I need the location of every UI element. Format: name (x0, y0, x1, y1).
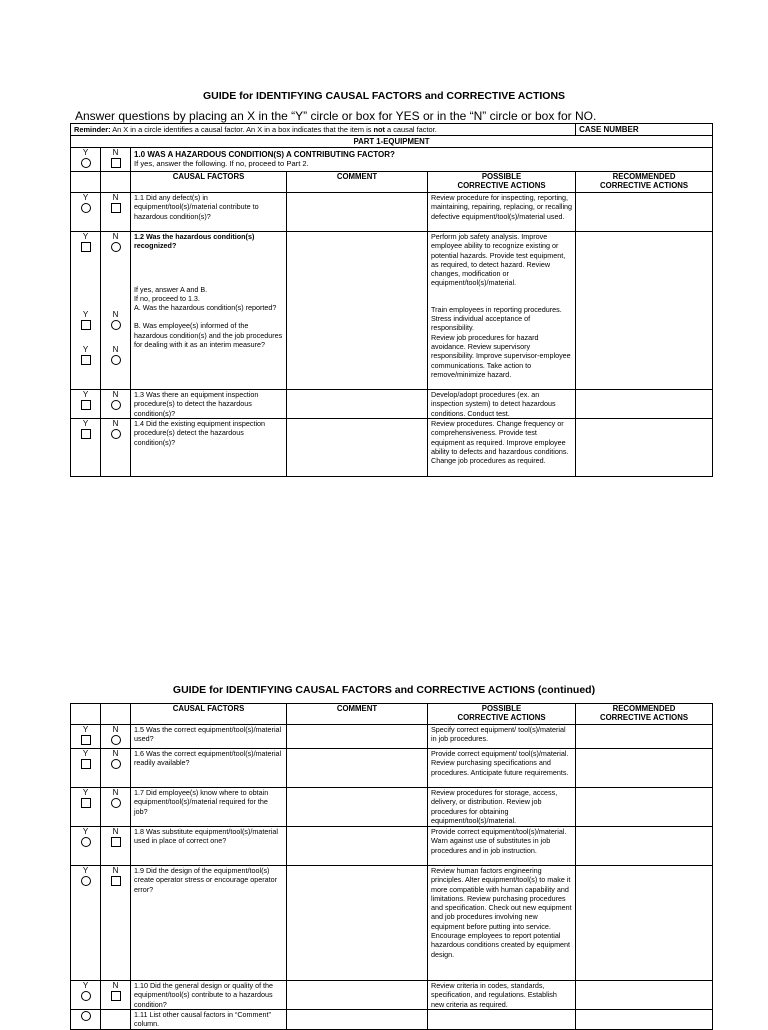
header-causal-factors: CAUSAL FACTORS (131, 704, 287, 725)
q110-text: 1.10 Did the general design or quality of the equipment/tool(s) contribute to a hazardous condition? (131, 981, 287, 1010)
no-circle[interactable] (111, 798, 121, 808)
yes-circle[interactable] (81, 991, 91, 1001)
recommended-cell[interactable] (576, 788, 713, 827)
comment-cell[interactable] (287, 749, 428, 788)
no-circle[interactable] (111, 242, 121, 252)
q12-note-2: If no, proceed to 1.3. (134, 293, 200, 303)
recommended-cell[interactable] (576, 981, 713, 1010)
comment-cell[interactable] (287, 1010, 428, 1030)
no-circle[interactable] (111, 759, 121, 769)
q19-text: 1.9 Did the design of the equipment/tool(s) create operator stress or encourage operator error? (131, 866, 287, 981)
q12-action: Perform job safety analysis. Improve employee ability to recognize existing or potential hazards. Provide test equipment, as required, to detect hazard. Review changes, modification or equipment/tool(s)/material. (431, 232, 566, 288)
no-circle[interactable] (111, 320, 121, 330)
no-circle[interactable] (111, 735, 121, 745)
part-title: PART 1-EQUIPMENT (71, 136, 713, 148)
q12b-text: B. Was employee(s) informed of the hazardous condition(s) and the job procedures for dealing with it as an interim measure? (134, 321, 283, 350)
q14-text: 1.4 Did the existing equipment inspection procedure(s) detect the hazardous condition(s)? (131, 419, 287, 477)
header-comment: COMMENT (287, 704, 428, 725)
yes-circle[interactable] (81, 203, 91, 213)
q13-text: 1.3 Was there an equipment inspection procedure(s) to detect the hazardous condition(s)? (131, 390, 287, 419)
yes-box[interactable] (81, 355, 91, 365)
q15-text: 1.5 Was the correct equipment/tool(s)/material used? (131, 725, 287, 749)
page-title: GUIDE for IDENTIFYING CAUSAL FACTORS and CORRECTIVE ACTIONS (202, 90, 566, 102)
q16-action: Provide correct equipment/ tool(s)/material. Review purchasing specifications and procedures. Anticipate future requirements. (428, 749, 576, 788)
no-circle[interactable] (111, 400, 121, 410)
q12a-text: A. Was the hazardous condition(s) reported? (134, 303, 277, 313)
comment-cell[interactable] (287, 725, 428, 749)
page2-title: GUIDE for IDENTIFYING CAUSAL FACTORS and CORRECTIVE ACTIONS (continued) (172, 684, 596, 696)
recommended-cell[interactable] (576, 419, 713, 477)
q11-text: 1.1 Did any defect(s) in equipment/tool(s)/material contribute to hazardous condition(s)? (131, 193, 287, 232)
no-circle[interactable] (111, 355, 121, 365)
q111-text: 1.11 List other causal factors in “Comment” column. (131, 1010, 287, 1030)
yes-box[interactable] (81, 429, 91, 439)
q17-text: 1.7 Did employee(s) know where to obtain equipment/tool(s)/material required for the job? (131, 788, 287, 827)
comment-cell[interactable] (287, 419, 428, 477)
yes-box[interactable] (81, 400, 91, 410)
yes-box[interactable] (81, 320, 91, 330)
q12-text: 1.2 Was the hazardous condition(s) recognized? (134, 232, 255, 251)
q110-action: Review criteria in codes, standards, specification, and regulations. Establish new criteria as required. (428, 981, 576, 1010)
comment-cell[interactable] (287, 193, 428, 232)
no-box[interactable] (111, 837, 121, 847)
comment-cell[interactable] (287, 866, 428, 981)
no-circle[interactable] (111, 429, 121, 439)
recommended-cell[interactable] (576, 1010, 713, 1030)
yes-box[interactable] (81, 735, 91, 745)
q10-title: 1.0 WAS A HAZARDOUS CONDITION(S) A CONTRIBUTING FACTOR? (134, 150, 395, 159)
reminder: Reminder: An X in a circle identifies a causal factor. An X in a box indicates that the item is not a causal factor. (71, 124, 576, 136)
q18-action: Provide correct equipment/tool(s)/material. Warn against use of substitutes in job procedures and in job instruction. (428, 827, 576, 866)
yes-box[interactable] (81, 798, 91, 808)
part1-table: Reminder: An X in a circle identifies a causal factor. An X in a box indicates that the item is not a causal factor. CASE NUMBER PART 1-EQUIPMENT Y N 1.0 WAS A HAZARDOUS CONDITION(S) A CONTRIBUTING FACTOR? If yes, answer the following. If no, proceed to Part 2. CAUSAL FACTORS COMMENT POSSIBLE CORRECTIVE ACTIONS RECOMMENDED CORRECTIVE ACTIONS Y N 1.1 Did any defect(s) in equipment/tool(s)/material contribute to hazardous condition(s)? Review procedure for inspecting, reporting, maintaining, repairing, replacing, or recalling defective equipment/tool(s)/material used. Y Y Y N N N 1.2 Was the hazardous condition(s) recognized? If yes, answer A and B. If no, proceed to 1.3. A. Was the hazardous condition(s) reported? B. Was employee(s) informed of the hazardous condition(s) and the job procedures for dealing with it as an interim measure? Perform job safety analysis. Improve employee ability to recognize existing or potential hazards. Provide test equipment, as required, to detect hazard. Review changes, modification or equipment/tool(s)/material. Train employees in reporting procedures. Stress individual acceptance of responsibility. Review job procedures for hazard avoidance. Review supervisory responsibility. Improve supervisor-employee communications. Take action to remove/minimize hazard. Y N 1.3 Was there an equipment inspection procedure(s) to detect the hazardous condition(s)? Develop/adopt procedures (ex. an inspection system) to detect hazardous conditions. Conduct test. Y N 1.4 Did the existing equipment inspection procedure(s) detect the hazardous condition(s)? Review procedures. Change frequency or comprehensiveness. Provide test equipment as required. Improve employee ability to defects and hazardous conditions. Change job procedures as required. (70, 123, 713, 477)
part1-continued-table: CAUSAL FACTORS COMMENT POSSIBLE CORRECTIVE ACTIONS RECOMMENDED CORRECTIVE ACTIONS Y N 1.5 Was the correct equipment/tool(s)/material used? Specify correct equipment/ tool(s)/material in job procedures. Y N 1.6 Was the correct equipment/tool(s)/material readily available? Provide correct equipment/ tool(s)/material. Review purchasing specifications and procedures. Anticipate future requirements. Y N 1.7 Did employee(s) know where to obtain equipment/tool(s)/material required for the job? Review procedures for storage, access, delivery, or distribution. Review job procedures for obtaining equipment/tool(s)/material. Y N 1.8 Was substitute equipment/tool(s)/material used in place of correct one? Provide correct equipment/tool(s)/material. Warn against use of substitutes in job procedures and in job instruction. Y N 1.9 Did the design of the equipment/tool(s) create operator stress or encourage operator error? Review human factors engineering principles. Alter equipment/tool(s) to make it more compatible with human capability and limitations. Review purchasing procedures and specification. Check out new equipment and job procedures involving new equipment before putting into service. Encourage employees to report potential hazardous conditions created by equipment design. Y N 1.10 Did the general design or quality of the equipment/tool(s) contribute to a hazardous condition? Review criteria in codes, standards, specification, and regulations. Establish new criteria as required. 1.11 List other causal factors in “Comment” column. (70, 703, 713, 1030)
recommended-cell[interactable] (576, 232, 713, 390)
q16-text: 1.6 Was the correct equipment/tool(s)/material readily available? (131, 749, 287, 788)
q17-action: Review procedures for storage, access, delivery, or distribution. Review job procedures for obtaining equipment/tool(s)/material. (428, 788, 576, 827)
q11-action: Review procedure for inspecting, reporting, maintaining, repairing, replacing, or recalling defective equipment/tool(s)/material used. (428, 193, 576, 232)
recommended-cell[interactable] (576, 725, 713, 749)
instructions: Answer questions by placing an X in the “Y” circle or box for YES or in the “N” circle or box for NO. (75, 109, 597, 123)
recommended-cell[interactable] (576, 866, 713, 981)
header-causal-factors: CAUSAL FACTORS (131, 172, 287, 193)
recommended-cell[interactable] (576, 390, 713, 419)
recommended-cell[interactable] (576, 827, 713, 866)
q12a-action: Train employees in reporting procedures. Stress individual acceptance of responsibility. (431, 304, 562, 333)
q12b-action: Review job procedures for hazard avoidance. Review supervisory responsibility. Improve supervisor-employee communications. Take action to remove/minimize hazard. (431, 332, 571, 379)
q15-action: Specify correct equipment/ tool(s)/material in job procedures. (428, 725, 576, 749)
yes-circle[interactable] (81, 876, 91, 886)
yes-circle[interactable] (81, 1011, 91, 1021)
comment-cell[interactable] (287, 232, 428, 390)
no-box[interactable] (111, 876, 121, 886)
header-recommended: RECOMMENDED CORRECTIVE ACTIONS (576, 172, 713, 193)
header-recommended: RECOMMENDED CORRECTIVE ACTIONS (576, 704, 713, 725)
q14-action: Review procedures. Change frequency or comprehensiveness. Provide test equipment as required. Improve employee ability to defects and hazardous conditions. Change job procedures as required. (428, 419, 576, 477)
header-possible: POSSIBLE CORRECTIVE ACTIONS (428, 704, 576, 725)
no-box[interactable] (111, 991, 121, 1001)
recommended-cell[interactable] (576, 193, 713, 232)
comment-cell[interactable] (287, 827, 428, 866)
q12-note-1: If yes, answer A and B. (134, 284, 208, 294)
comment-cell[interactable] (287, 981, 428, 1010)
header-comment: COMMENT (287, 172, 428, 193)
header-possible: POSSIBLE CORRECTIVE ACTIONS (428, 172, 576, 193)
yes-circle[interactable] (81, 837, 91, 847)
yes-box[interactable] (81, 759, 91, 769)
yes-box[interactable] (81, 242, 91, 252)
q13-action: Develop/adopt procedures (ex. an inspection system) to detect hazardous conditions. Conduct test. (428, 390, 576, 419)
comment-cell[interactable] (287, 788, 428, 827)
q18-text: 1.8 Was substitute equipment/tool(s)/material used in place of correct one? (131, 827, 287, 866)
no-box[interactable] (111, 203, 121, 213)
q19-action: Review human factors engineering principles. Alter equipment/tool(s) to make it more compatible with human capability and limitations. Review purchasing procedures and specification. Check out new equipment and job procedures involving new equipment before putting into service. Encourage employees to report potential hazardous conditions created by equipment design. (428, 866, 576, 981)
recommended-cell[interactable] (576, 749, 713, 788)
case-number-label: CASE NUMBER (576, 124, 713, 136)
comment-cell[interactable] (287, 390, 428, 419)
q10-note: If yes, answer the following. If no, proceed to Part 2. (134, 159, 309, 169)
yes-circle[interactable] (81, 158, 91, 168)
q111-action (428, 1010, 576, 1030)
no-box[interactable] (111, 158, 121, 168)
